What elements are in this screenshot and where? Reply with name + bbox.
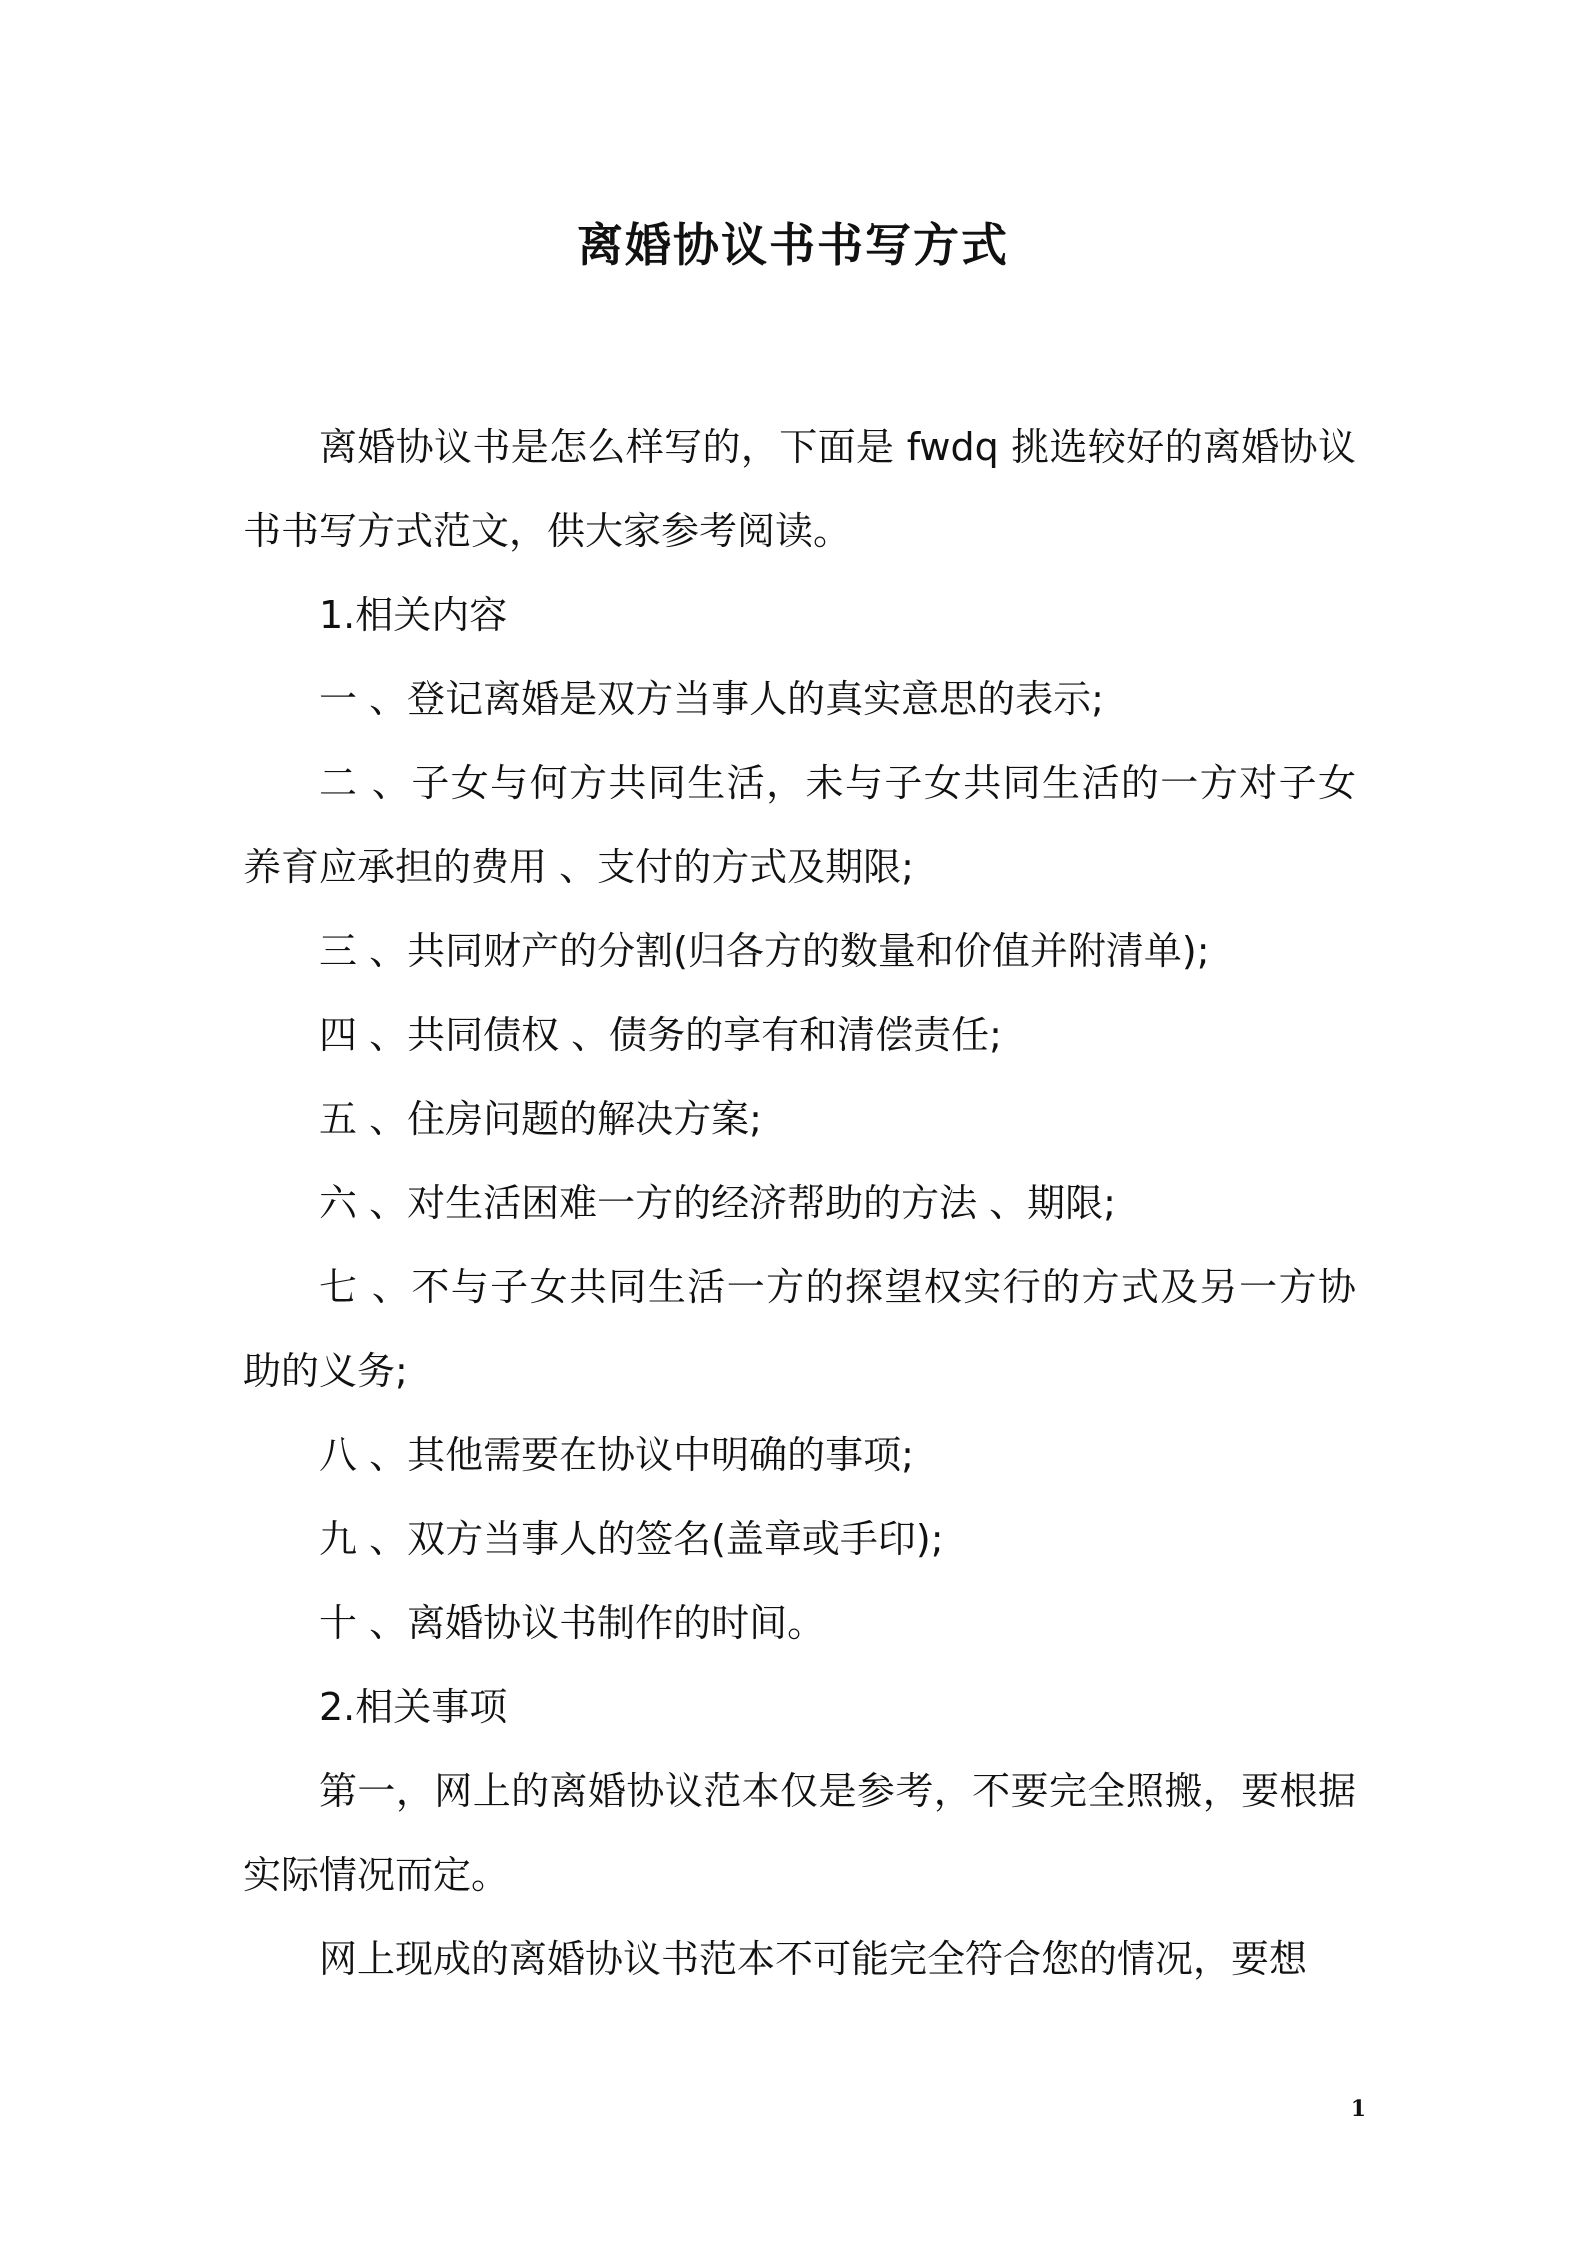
list-item-5: 五 、住房问题的解决方案; [319, 1097, 762, 1141]
paragraph-continuation: 网上现成的离婚协议书范本不可能完全符合您的情况，要想 [319, 1937, 1308, 1981]
page-number: 1 [1350, 2096, 1366, 2122]
paragraph-intro: 离婚协议书是怎么样写的，下面是 fwdq 挑选较好的离婚协议书书写方式范文，供大家参考阅读。 [243, 425, 1356, 553]
section-heading-related-matters: 2.相关事项 [319, 1685, 508, 1729]
paragraph-first-point: 第一，网上的离婚协议范本仅是参考，不要完全照搬，要根据实际情况而定。 [243, 1769, 1356, 1897]
section-heading-related-content: 1.相关内容 [319, 593, 508, 637]
list-item-8: 八 、其他需要在协议中明确的事项; [319, 1433, 914, 1477]
list-item-9: 九 、双方当事人的签名(盖章或手印); [319, 1517, 944, 1561]
list-item-7: 七 、不与子女共同生活一方的探望权实行的方式及另一方协助的义务; [243, 1265, 1356, 1393]
list-item-1: 一 、登记离婚是双方当事人的真实意思的表示; [319, 677, 1104, 721]
document-body [243, 405, 1356, 2001]
list-item-6: 六 、对生活困难一方的经济帮助的方法 、期限; [319, 1181, 1116, 1225]
document-title: 离婚协议书书写方式 [577, 218, 1009, 272]
list-item-2: 二 、子女与何方共同生活，未与子女共同生活的一方对子女养育应承担的费用 、支付的方式及期限; [243, 761, 1356, 889]
list-item-3: 三 、共同财产的分割(归各方的数量和价值并附清单); [319, 929, 1210, 973]
list-item-10: 十 、离婚协议书制作的时间。 [319, 1601, 826, 1645]
list-item-4: 四 、共同债权 、债务的享有和清偿责任; [319, 1013, 1002, 1057]
